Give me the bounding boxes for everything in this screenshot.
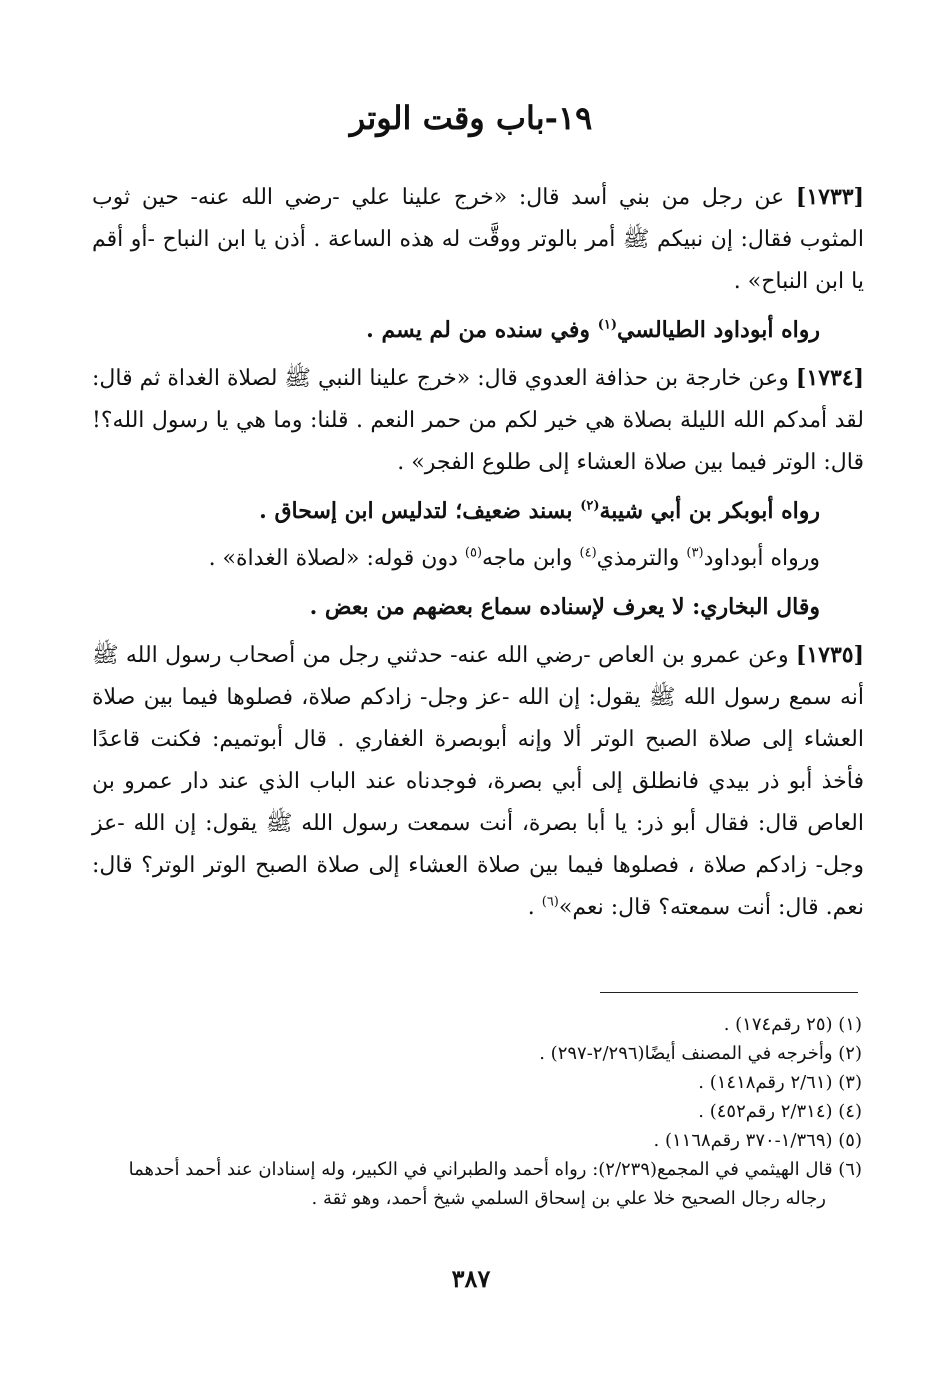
main-text (92, 176, 864, 929)
note-text: بسند ضعيف؛ لتدليس ابن إسحاق . (259, 498, 573, 524)
footnote: (١) (٢٥ رقم١٧٤) . (723, 1014, 862, 1035)
note-text: وفي سنده من لم يسم . (366, 317, 591, 343)
hadith-1735 (92, 634, 864, 929)
footnote: (٦) قال الهيثمي في المجمع(٢/٢٣٩): رواه أحمد والطبراني في الكبير، وله إسنادان عند أحمد أحدهما (128, 1159, 862, 1180)
note-text: وابن ماجه (482, 546, 573, 571)
takhrij-note (92, 538, 864, 580)
chapter-title: ١٩-باب وقت الوتر (349, 99, 593, 137)
hadith-number: [١٧٣٥] (795, 642, 864, 668)
footnote-ref[interactable]: (١) (597, 317, 617, 333)
note-text: دون قوله: «لصلاة الغداة» . (208, 546, 458, 571)
hadith-text: وعن خارجة بن حذافة العدوي قال: «خرج علينا النبي ﷺ لصلاة الغداة ثم قال: لقد أمدكم الله الليلة بصلاة هي خير لكم من حمر النعم . قلنا: وما هي يا رسول الله؟! قال: الوتر فيما بين صلاة العشاء إلى طلوع الفجر» . (92, 366, 864, 475)
note-text: والترمذي (596, 546, 680, 571)
hadith-end: . (527, 895, 535, 920)
footnote-divider (600, 992, 858, 993)
note-text: رواه أبوداود الطيالسي (616, 317, 820, 343)
footnote-ref[interactable]: (٤) (579, 545, 597, 561)
footnote-ref[interactable]: (٣) (686, 545, 704, 561)
footnote: (٣) (٢/٦١ رقم١٤١٨) . (698, 1072, 862, 1093)
footnote: (٢) وأخرجه في المصنف أيضًا(٢/٢٩٦-٢٩٧) . (539, 1043, 862, 1064)
footnote-ref[interactable]: (٢) (580, 498, 600, 514)
hadith-number: [١٧٣٤] (795, 365, 864, 391)
hadith-1733 (92, 176, 864, 303)
hadith-text: عن رجل من بني أسد قال: «خرج علينا علي -رضي الله عنه- حين ثوب المثوب فقال: إن نبيكم ﷺ أمر بالوتر ووقَّت له هذه الساعة . أذن يا ابن النباح -أو أقم يا ابن النباح» . (92, 185, 864, 294)
hadith-1734 (92, 357, 864, 484)
footnote: (٥) (١/٣٦٩-٣٧٠ رقم١١٦٨) . (653, 1130, 862, 1151)
takhrij-note: وقال البخاري: لا يعرف لإسناده سماع بعضهم من بعض . (309, 594, 820, 620)
takhrij-note (92, 309, 864, 351)
takhrij-note (92, 490, 864, 532)
page-number: ٣٨٧ (451, 1264, 491, 1293)
hadith-text: وعن عمرو بن العاص -رضي الله عنه- حدثني رجل من أصحاب رسول الله ﷺ أنه سمع رسول الله ﷺ يقول: إن الله -عز وجل- زادكم صلاة، فصلوها فيما بين صلاة العشاء إلى صلاة الصبح الوتر ألا وإنه أبوبصرة الغفاري . قال أبوتميم: فكنت قاعدًا فأخذ أبو ذر بيدي فانطلق إلى أبي بصرة، فوجدناه عند الباب الذي عند دار عمرو بن العاص قال: فقال أبو ذر: يا أبا بصرة، أنت سمعت رسول الله ﷺ يقول: إن الله -عز وجل- زادكم صلاة ، فصلوها فيما بين صلاة العشاء إلى صلاة الصبح الوتر الوتر؟ قال: نعم. قال: أنت سمعته؟ قال: نعم» (92, 643, 864, 920)
note-text: رواه أبوبكر بن أبي شيبة (599, 498, 820, 524)
footnotes (92, 1010, 862, 1213)
footnote: (٤) (٢/٣١٤ رقم٤٥٢) . (698, 1101, 862, 1122)
footnote-ref[interactable]: (٥) (464, 545, 483, 561)
footnote-ref[interactable]: (٦) (541, 894, 559, 910)
hadith-number: [١٧٣٣] (795, 184, 864, 210)
footnote-continuation: رجاله رجال الصحيح خلا علي بن إسحاق السلمي شيخ أحمد، وهو ثقة . (311, 1188, 826, 1209)
note-text: ورواه أبوداود (703, 546, 820, 571)
